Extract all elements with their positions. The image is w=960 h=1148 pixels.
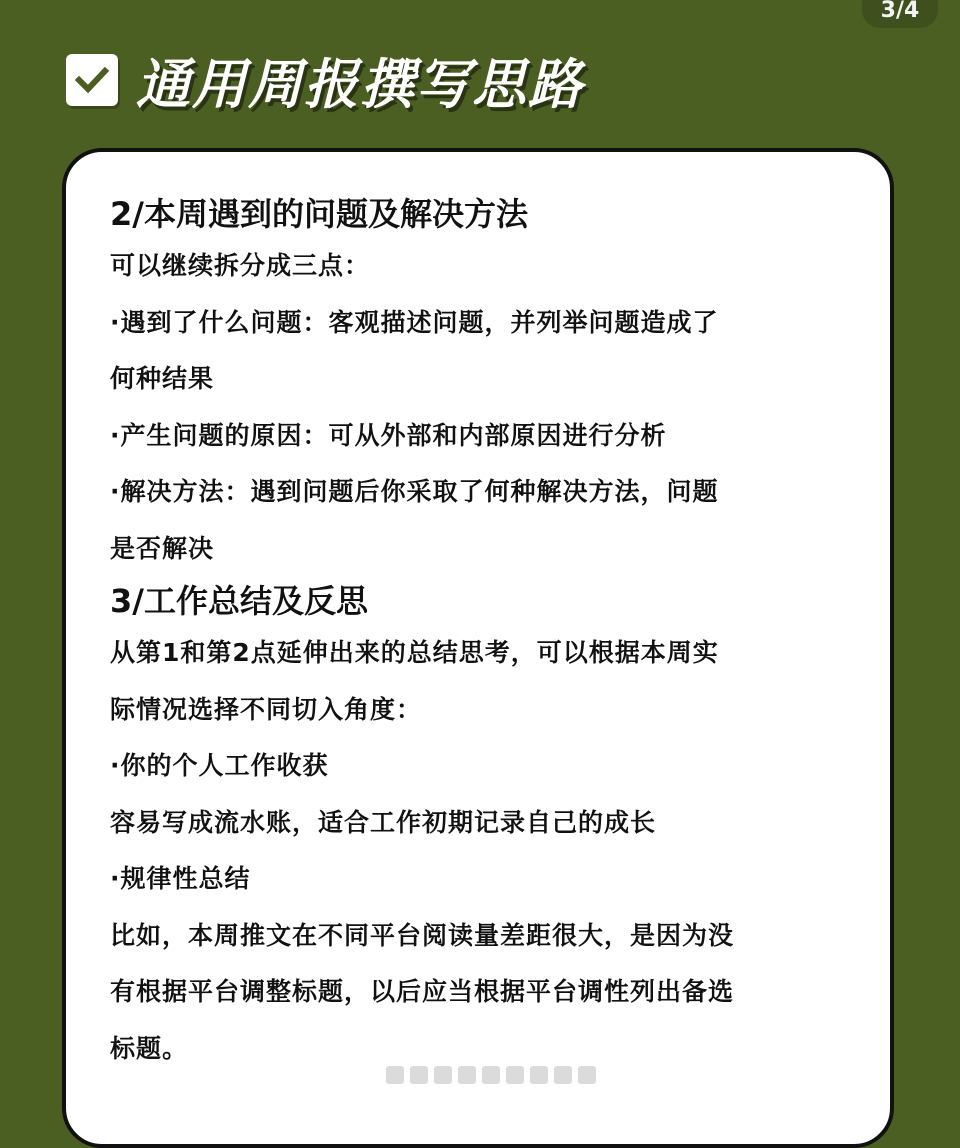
card-content [110,190,850,1077]
text-line: 有根据平台调整标题，以后应当根据平台调性列出备选 [110,977,735,1006]
text-line: 标题。 [110,1033,189,1063]
page-title: 通用周报撰写思路 [136,52,584,116]
section-heading-summary: 3/工作总结及反思 [110,582,368,620]
text-line: 际情况选择不同切入角度： [110,694,423,724]
text-line: ·遇到了什么问题：客观描述问题，并列举问题造成了 [110,307,719,337]
section-heading-problems: 2/本周遇到的问题及解决方法 [110,195,528,233]
text-line: 从第1和第2点延伸出来的总结思考，可以根据本周实 [110,638,719,667]
watermark [386,1066,596,1084]
page-indicator: 3/4 [862,0,938,28]
text-line: 是否解决 [110,533,215,563]
text-line: 容易写成流水账，适合工作初期记录自己的成长 [110,807,657,837]
text-line: ·你的个人工作收获 [110,751,329,780]
text-line: ·解决方法：遇到问题后你采取了何种解决方法，问题 [110,477,719,506]
text-line: 何种结果 [110,364,215,393]
title-row [66,40,584,120]
text-line: 比如，本周推文在不同平台阅读量差距很大，是因为没 [110,920,735,950]
text-line: ·产生问题的原因：可从外部和内部原因进行分析 [110,420,667,450]
content-card [62,148,894,1148]
checkbox-icon [66,54,118,106]
text-line: ·规律性总结 [110,864,251,893]
text-line: 可以继续拆分成三点： [110,251,371,280]
